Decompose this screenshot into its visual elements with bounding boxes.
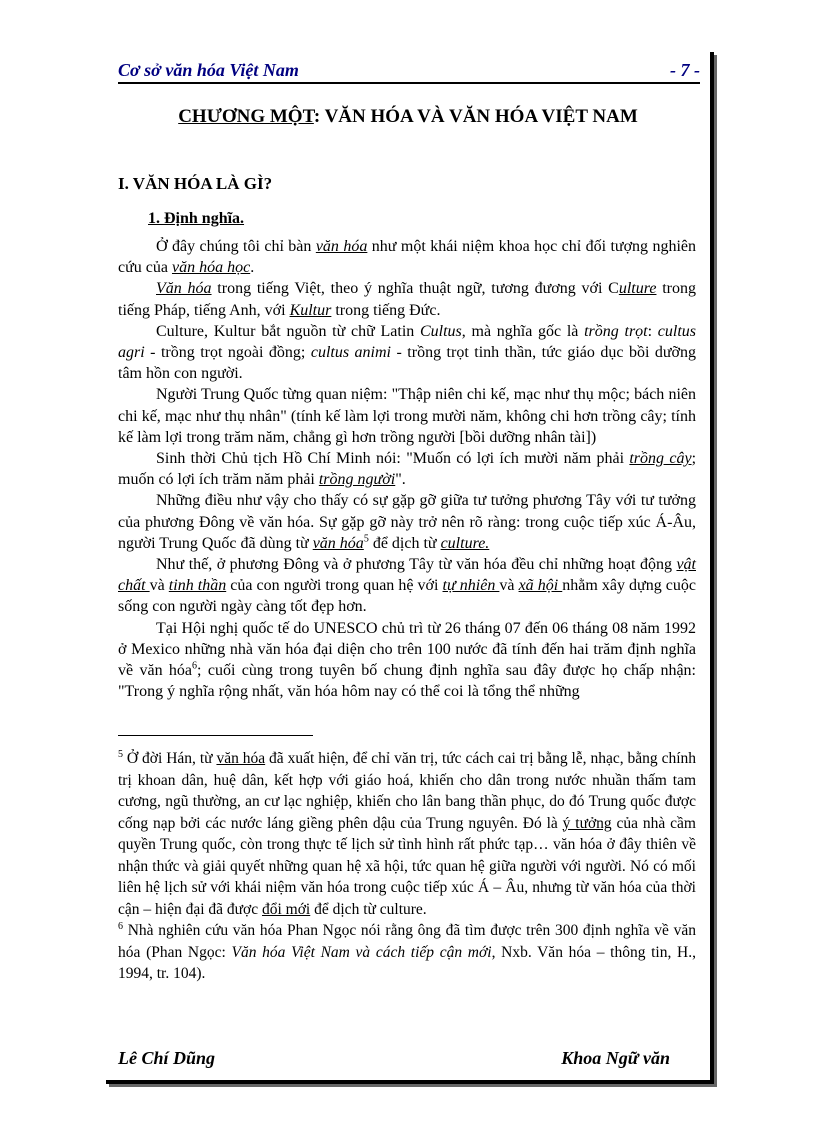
footnote-6: $^6$ Nhà nghiên cứu văn hóa Phan Ngọc nói rằng ông đã tìm được trên 300 định nghĩa về văn hóa (Phan Ngọc: Văn hóa Việt Nam và cách tiếp cận mới, Nxb. Văn hóa – thông tin, H., 1994, tr. 104). <box>118 920 696 982</box>
page-header <box>118 60 700 84</box>
body-text <box>118 236 696 702</box>
footnote-separator <box>118 735 313 736</box>
paragraph: Culture, Kultur bắt nguồn từ chữ Latin Cultus, mà nghĩa gốc là trồng trọt: cultus agri - trồng trọt ngoài đồng; cultus animi - trồng trọt tinh thần, tức giáo dục bồi dưỡng tâm hồn con người. <box>118 322 697 383</box>
header-title: Cơ sở văn hóa Việt Nam <box>118 60 299 80</box>
paragraph: Sinh thời Chủ tịch Hồ Chí Minh nói: "Muốn có lợi ích mười năm phải trồng cây; muốn có lợi ích trăm năm phải trồng người". <box>118 450 697 489</box>
footer-author: Lê Chí Dũng <box>118 1048 216 1068</box>
footnote-5: $^5$ Ở đời Hán, từ văn hóa đã xuất hiện, để chỉ văn trị, tức cách cai trị bằng lễ, nhạc, bằng chính trị khoan dân, huệ dân, kết hợp với giáo hoá, khiến cho dân trong nước nhuần thấm tam cương, ngũ thường, an cư lạc nghiệp, khiến cho lân bang thần phục, do đó Trung quốc được cống nạp bởi các nước láng giềng phên dậu của Trung nguyên. Đó là ý tưởng của nhà cầm quyền Trung quốc, còn trong thực tế lịch sử tình hình rất phức tạp… văn hóa ở đây thiên về nhận thức và giải quyết những quan hệ xã hội, tức quan hệ giữa người với người. Nó có mối liên hệ lịch sử với khái niệm văn hóa trong cuộc tiếp xúc Á – Âu, nhưng từ văn hóa của thời cận – hiện đại đã được đổi mới để dịch từ culture. <box>118 748 697 918</box>
paragraph: Người Trung Quốc từng quan niệm: "Thập niên chi kế, mạc như thụ mộc; bách niên chi kế, mạc như thụ nhân" (tính kế làm lợi trong mười năm, không chi hơn trồng cây; tính kế làm lợi trong trăm năm, chẳng gì hơn trồng người [bồi dưỡng nhân tài]) <box>118 386 696 446</box>
section-heading: I. VĂN HÓA LÀ GÌ? <box>118 174 273 193</box>
paragraph: Những điều như vậy cho thấy có sự gặp gỡ giữa tư tưởng phương Tây với tư tưởng của phương Đông về văn hóa. Sự gặp gỡ này trở nên rõ ràng: trong cuộc tiếp xúc Á-Âu, người Trung Quốc đã dùng từ văn hóa$^5$ để dịch từ culture. <box>118 492 696 552</box>
chapter-title <box>0 106 816 128</box>
paragraph: Ở đây chúng tôi chỉ bàn văn hóa như một khái niệm khoa học chỉ đối tượng nghiên cứu của văn hóa học. <box>118 238 696 277</box>
paragraph: Văn hóa trong tiếng Việt, theo ý nghĩa thuật ngữ, tương đương với Culture trong tiếng Pháp, tiếng Anh, với Kultur trong tiếng Đức. <box>118 280 697 319</box>
subsection-heading: 1. Định nghĩa. <box>148 210 245 227</box>
page-number: - 7 - <box>670 60 700 80</box>
chapter-rest: : VĂN HÓA VÀ VĂN HÓA VIỆT NAM <box>313 106 638 127</box>
chapter-label: CHƯƠNG MỘT <box>178 106 314 127</box>
paragraph: Tại Hội nghị quốc tế do UNESCO chủ trì từ 26 tháng 07 đến 06 tháng 08 năm 1992 ở Mexico những nhà văn hóa đại diện cho trên 100 nước đã tính đến hai trăm định nghĩa về văn hóa$^6$; cuối cùng trong tuyên bố chung định nghĩa sau đây được họ chấp nhận: "Trong ý nghĩa rộng nhất, văn hóa hôm nay có thể coi là tổng thể những <box>118 619 696 701</box>
paragraph: Như thế, ở phương Đông và ở phương Tây từ văn hóa đều chỉ những hoạt động vật chất và tinh thần của con người trong quan hệ với tự nhiên và xã hội nhằm xây dựng cuộc sống con người ngày càng tốt đẹp hơn. <box>118 556 696 616</box>
footer-dept: Khoa Ngữ văn <box>561 1048 670 1068</box>
footnotes <box>118 748 696 985</box>
